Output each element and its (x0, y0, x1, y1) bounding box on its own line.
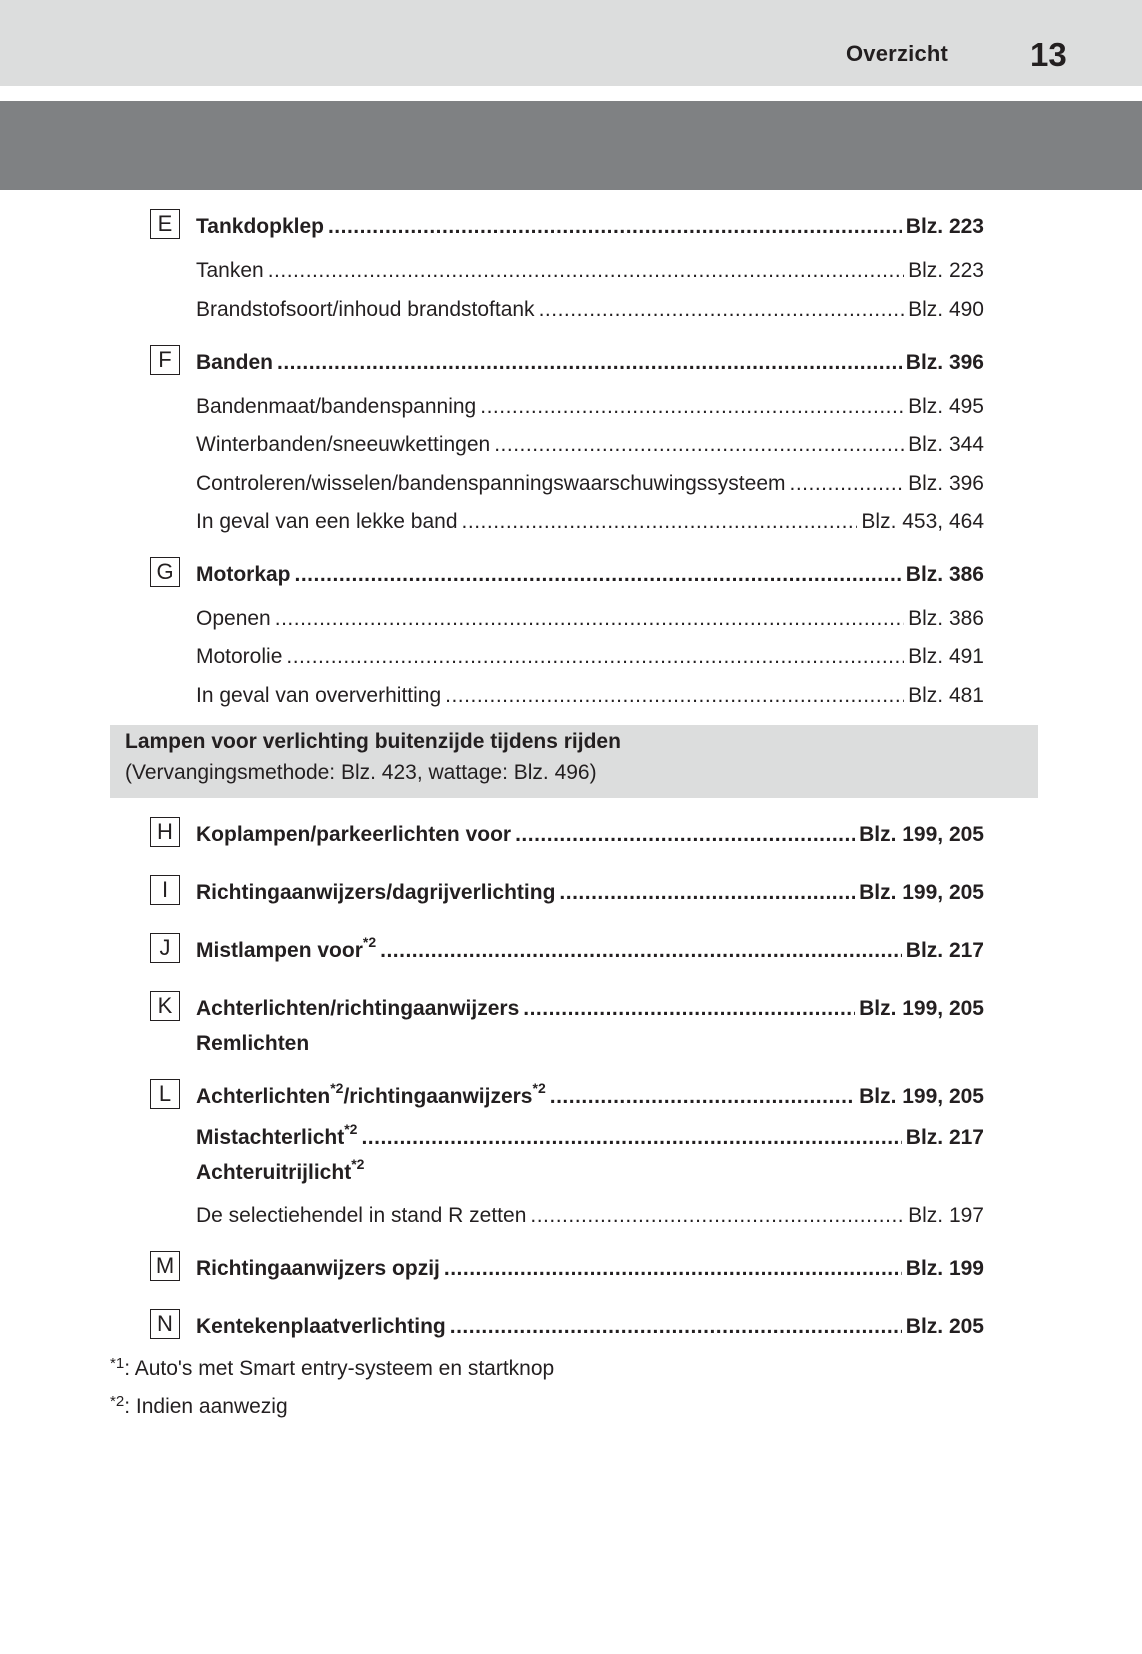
entry-page: Blz. 199 (905, 1257, 984, 1280)
entry-page: Blz. 490 (908, 298, 984, 321)
entry-page: Blz. 344 (908, 433, 984, 456)
entry-label: Winterbanden/sneeuwkettingen (196, 433, 491, 456)
entry-label (196, 1156, 368, 1186)
entry-label: Kentekenplaatverlichting (196, 1315, 446, 1338)
entry-label (196, 1121, 361, 1151)
leader-dots (480, 394, 904, 420)
entry-label-text: Achteruitrijlicht (196, 1161, 352, 1184)
toc-entry-oververhitting[interactable] (196, 675, 984, 709)
entry-label: Bandenmaat/bandenspanning (196, 395, 477, 418)
entry-page: Blz. 199, 205 (859, 1085, 984, 1108)
footnote-ref: *2 (532, 1080, 546, 1096)
entry-label: Controleren/wisselen/bandenspanningswaarschuwingssysteem (196, 472, 786, 495)
entry-label: Remlichten (196, 1032, 310, 1055)
entry-page: Blz. 491 (908, 645, 984, 668)
entry-label: Brandstofsoort/inhoud brandstoftank (196, 298, 535, 321)
leader-dots (328, 214, 902, 240)
entry-label (196, 1080, 550, 1110)
entry-label-text: Achterlichten (196, 1085, 331, 1108)
entry-label: Richtingaanwijzers opzij (196, 1257, 440, 1280)
entry-page: Blz. 223 (908, 259, 984, 282)
toc-entry-tanken[interactable] (196, 250, 984, 284)
letter-box-m: M (150, 1251, 180, 1281)
entry-page: Blz. 453, 464 (861, 510, 984, 533)
leader-dots (380, 938, 902, 964)
lamps-title: Lampen voor verlichting buitenzijde tijdens rijden (125, 730, 621, 753)
letter-box-k: K (150, 991, 180, 1021)
entry-page: Blz. 205 (905, 1315, 984, 1338)
entry-page: Blz. 386 (908, 607, 984, 630)
toc-entry-richtingaanwijzers-opzij[interactable] (196, 1248, 984, 1282)
leader-dots (494, 432, 904, 458)
letter-box-l: L (150, 1079, 180, 1109)
footnote-text: Indien aanwezig (135, 1395, 288, 1418)
entry-label: Tanken (196, 259, 264, 282)
leader-dots (550, 1084, 855, 1110)
entry-label-text: /richtingaanwijzers (343, 1085, 533, 1108)
toc-entry-bandenmaat[interactable] (196, 386, 984, 420)
toc-entry-richtingaanwijzers-dagrij[interactable] (196, 872, 984, 906)
footnote-2 (110, 1395, 288, 1419)
toc-entry-controleren[interactable] (196, 463, 984, 497)
leader-dots (462, 509, 858, 535)
toc-entry-mistlampen-voor[interactable] (196, 930, 984, 964)
toc-entry-kentekenplaat[interactable] (196, 1306, 984, 1340)
leader-dots (444, 1256, 902, 1282)
entry-page: Blz. 495 (908, 395, 984, 418)
entry-label: Tankdopklep (196, 215, 324, 238)
letter-box-h: H (150, 817, 180, 847)
footnote-ref: *2 (330, 1080, 344, 1096)
letter-box-j: J (150, 933, 180, 963)
toc-entry-achterlichten-richting[interactable] (196, 1076, 984, 1110)
footnote-ref: *2 (351, 1156, 365, 1172)
footnote-separator: : (124, 1395, 131, 1418)
entry-page: Blz. 396 (905, 351, 984, 374)
leader-dots (277, 350, 902, 376)
toc-entry-motorkap[interactable] (196, 554, 984, 588)
entry-label: Motorolie (196, 645, 283, 668)
toc-entry-lekke-band[interactable] (196, 501, 984, 535)
entry-label: Banden (196, 351, 274, 374)
letter-box-e: E (150, 209, 180, 239)
toc-entry-mistachterlicht[interactable] (196, 1117, 984, 1151)
section-title: Overzicht (846, 41, 949, 66)
toc-entry-banden[interactable] (196, 342, 984, 376)
footnote-mark: *1 (110, 1355, 125, 1372)
entry-label: De selectiehendel in stand R zetten (196, 1204, 527, 1227)
letter-box-n: N (150, 1309, 180, 1339)
footnote-mark: *2 (110, 1393, 125, 1410)
leader-dots (445, 683, 904, 709)
entry-page: Blz. 217 (905, 939, 984, 962)
leader-dots (450, 1314, 902, 1340)
toc-entry-openen[interactable] (196, 598, 984, 632)
entry-label: Openen (196, 607, 271, 630)
toc-entry-achteruitrijlicht[interactable] (196, 1152, 984, 1186)
entry-page: Blz. 396 (908, 472, 984, 495)
letter-box-g: G (150, 557, 180, 587)
page-number: 13 (1030, 36, 1067, 73)
leader-dots (361, 1125, 901, 1151)
footnote-separator: : (124, 1357, 131, 1380)
toc-entry-koplampen[interactable] (196, 814, 984, 848)
entry-label: Koplampen/parkeerlichten voor (196, 823, 512, 846)
leader-dots (286, 644, 904, 670)
entry-label: In geval van een lekke band (196, 510, 458, 533)
footnote-text: Auto's met Smart entry-systeem en startknop (134, 1357, 555, 1380)
toc-entry-selectiehendel[interactable] (196, 1195, 984, 1229)
toc-entry-achterlichten[interactable] (196, 988, 984, 1022)
footnote-ref: *2 (362, 934, 377, 950)
toc-entry-brandstofsoort[interactable] (196, 289, 984, 323)
entry-page: Blz. 199, 205 (859, 881, 984, 904)
entry-label: Richtingaanwijzers/dagrijverlichting (196, 881, 556, 904)
entry-page: Blz. 481 (908, 684, 984, 707)
entry-label: Achterlichten/richtingaanwijzers (196, 997, 520, 1020)
toc-entry-winterbanden[interactable] (196, 424, 984, 458)
entry-page: Blz. 386 (905, 563, 984, 586)
entry-page: Blz. 199, 205 (859, 823, 984, 846)
entry-label: Motorkap (196, 563, 291, 586)
lamps-info-box (110, 725, 1038, 798)
leader-dots (559, 880, 855, 906)
leader-dots (515, 822, 855, 848)
letter-box-f: F (150, 345, 180, 375)
entry-label: In geval van oververhitting (196, 684, 442, 707)
footnote-ref: *2 (344, 1121, 358, 1137)
entry-page: Blz. 223 (905, 215, 984, 238)
entry-label-text: Mistachterlicht (196, 1126, 345, 1149)
entry-label (196, 934, 380, 964)
lamps-subtitle: (Vervangingsmethode: Blz. 423, wattage: Blz. 496) (125, 761, 597, 784)
leader-dots (539, 297, 905, 323)
entry-page: Blz. 197 (908, 1204, 984, 1227)
leader-dots (275, 606, 904, 632)
leader-dots (523, 996, 855, 1022)
letter-box-i: I (150, 875, 180, 905)
toc-entry-motorolie[interactable] (196, 636, 984, 670)
entry-page: Blz. 217 (905, 1126, 984, 1149)
leader-dots (295, 562, 902, 588)
entry-label-text: Mistlampen voor (196, 939, 363, 962)
footnote-1 (110, 1357, 554, 1381)
leader-dots (268, 258, 904, 284)
toc-entry-remlichten[interactable] (196, 1023, 984, 1057)
leader-dots (790, 471, 905, 497)
toc-entry-tankdopklep[interactable] (196, 206, 984, 240)
leader-dots (530, 1203, 904, 1229)
entry-page: Blz. 199, 205 (859, 997, 984, 1020)
